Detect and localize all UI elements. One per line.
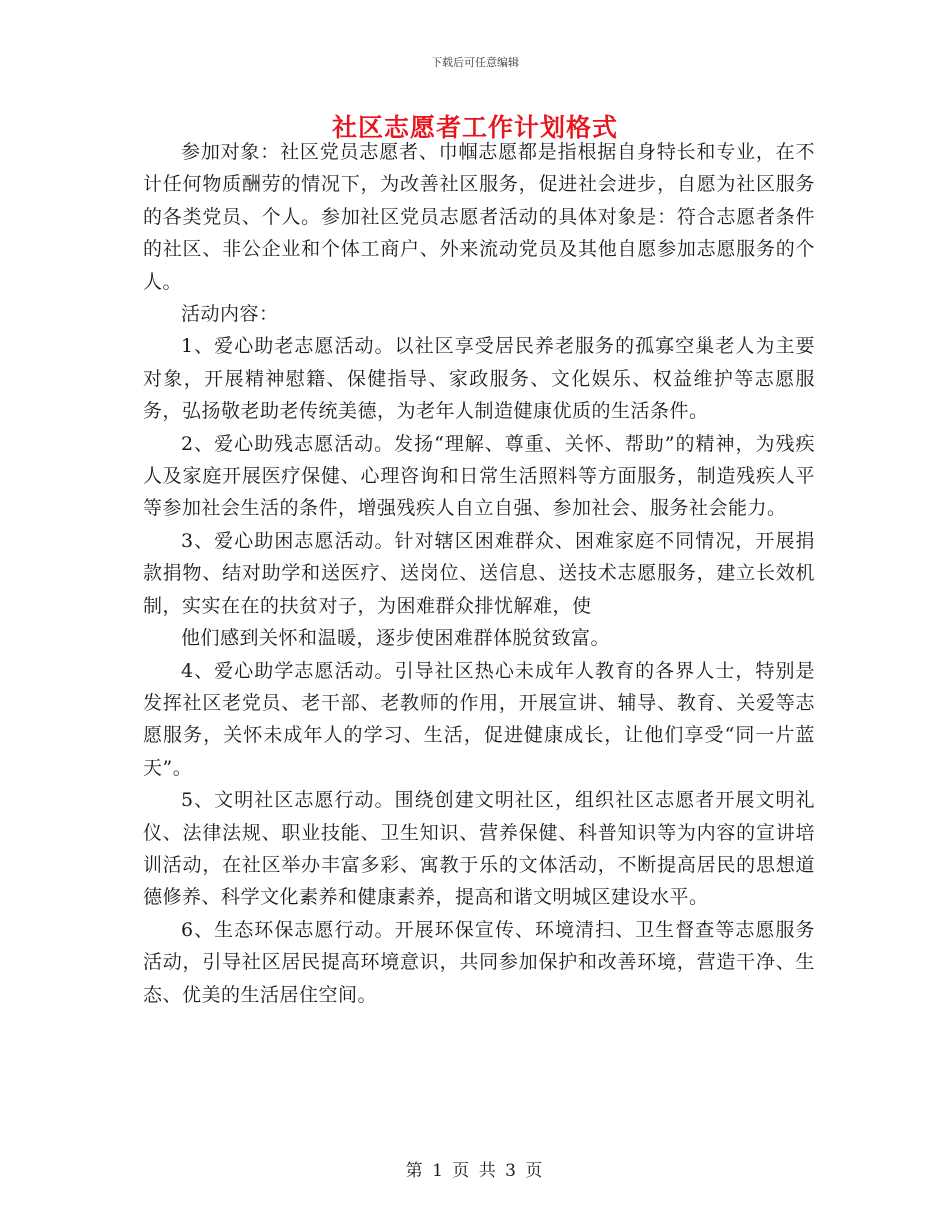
paragraph-elderly-care: 1、爱心助老志愿活动。以社区享受居民养老服务的孤寡空巢老人为主要对象，开展精神慰籍、保健指导、家政服务、文化娱乐、权益维护等志愿服务，弘扬敬老助老传统美德，为老年人制造健康优质的生活条件。 [143, 335, 815, 423]
document-body [143, 136, 815, 1011]
header-note: 下载后可任意编辑 [431, 56, 519, 69]
page-number: 第 1 页 共 3 页 [405, 1161, 545, 1181]
paragraph-disability-aid: 2、爱心助残志愿活动。发扬“理解、尊重、关怀、帮助”的精神，为残疾人及家庭开展医疗保健、心理咨询和日常生活照料等方面服务，制造残疾人平等参加社会生活的条件，增强残疾人自立自强、参加社会、服务社会能力。 [143, 432, 815, 520]
document-title: 社区志愿者工作计划格式 [331, 113, 618, 142]
paragraph-education-aid: 4、爱心助学志愿活动。引导社区热心未成年人教育的各界人士，特别是发挥社区老党员、老干部、老教师的作用，开展宣讲、辅导、教育、关爱等志愿服务，关怀未成年人的学习、生活，促进健康成长，让他们享受“同一片蓝天”。 [143, 659, 815, 779]
paragraph-poverty-aid: 3、爱心助困志愿活动。针对辖区困难群众、困难家庭不同情况，开展捐款捐物、结对助学和送医疗、送岗位、送信息、送技术志愿服务，建立长效机制，实实在在的扶贫对子，为困难群众排忧解难，使 [143, 529, 815, 617]
paragraph-civilized-community: 5、文明社区志愿行动。围绕创建文明社区，组织社区志愿者开展文明礼仪、法律法规、职业技能、卫生知识、营养保健、科普知识等为内容的宣讲培训活动，在社区举办丰富多彩、寓教于乐的文体活动，不断提高居民的思想道德修养、科学文化素养和健康素养，提高和谐文明城区建设水平。 [143, 789, 815, 909]
paragraph-activity-heading: 活动内容： [181, 303, 279, 326]
paragraph-participants: 参加对象：社区党员志愿者、巾帼志愿都是指根据自身特长和专业，在不计任何物质酬劳的情况下，为改善社区服务，促进社会进步，自愿为社区服务的各类党员、个人。参加社区党员志愿者活动的具体对象是：符合志愿者条件的社区、非公企业和个体工商户、外来流动党员及其他自愿参加志愿服务的个人。 [143, 141, 815, 293]
paragraph-poverty-aid-continued: 他们感到关怀和温暖，逐步使困难群体脱贫致富。 [181, 627, 611, 650]
paragraph-environmental: 6、生态环保志愿行动。开展环保宣传、环境清扫、卫生督查等志愿服务活动，引导社区居民提高环境意识，共同参加保护和改善环境，营造干净、生态、优美的生活居住空间。 [143, 918, 815, 1006]
